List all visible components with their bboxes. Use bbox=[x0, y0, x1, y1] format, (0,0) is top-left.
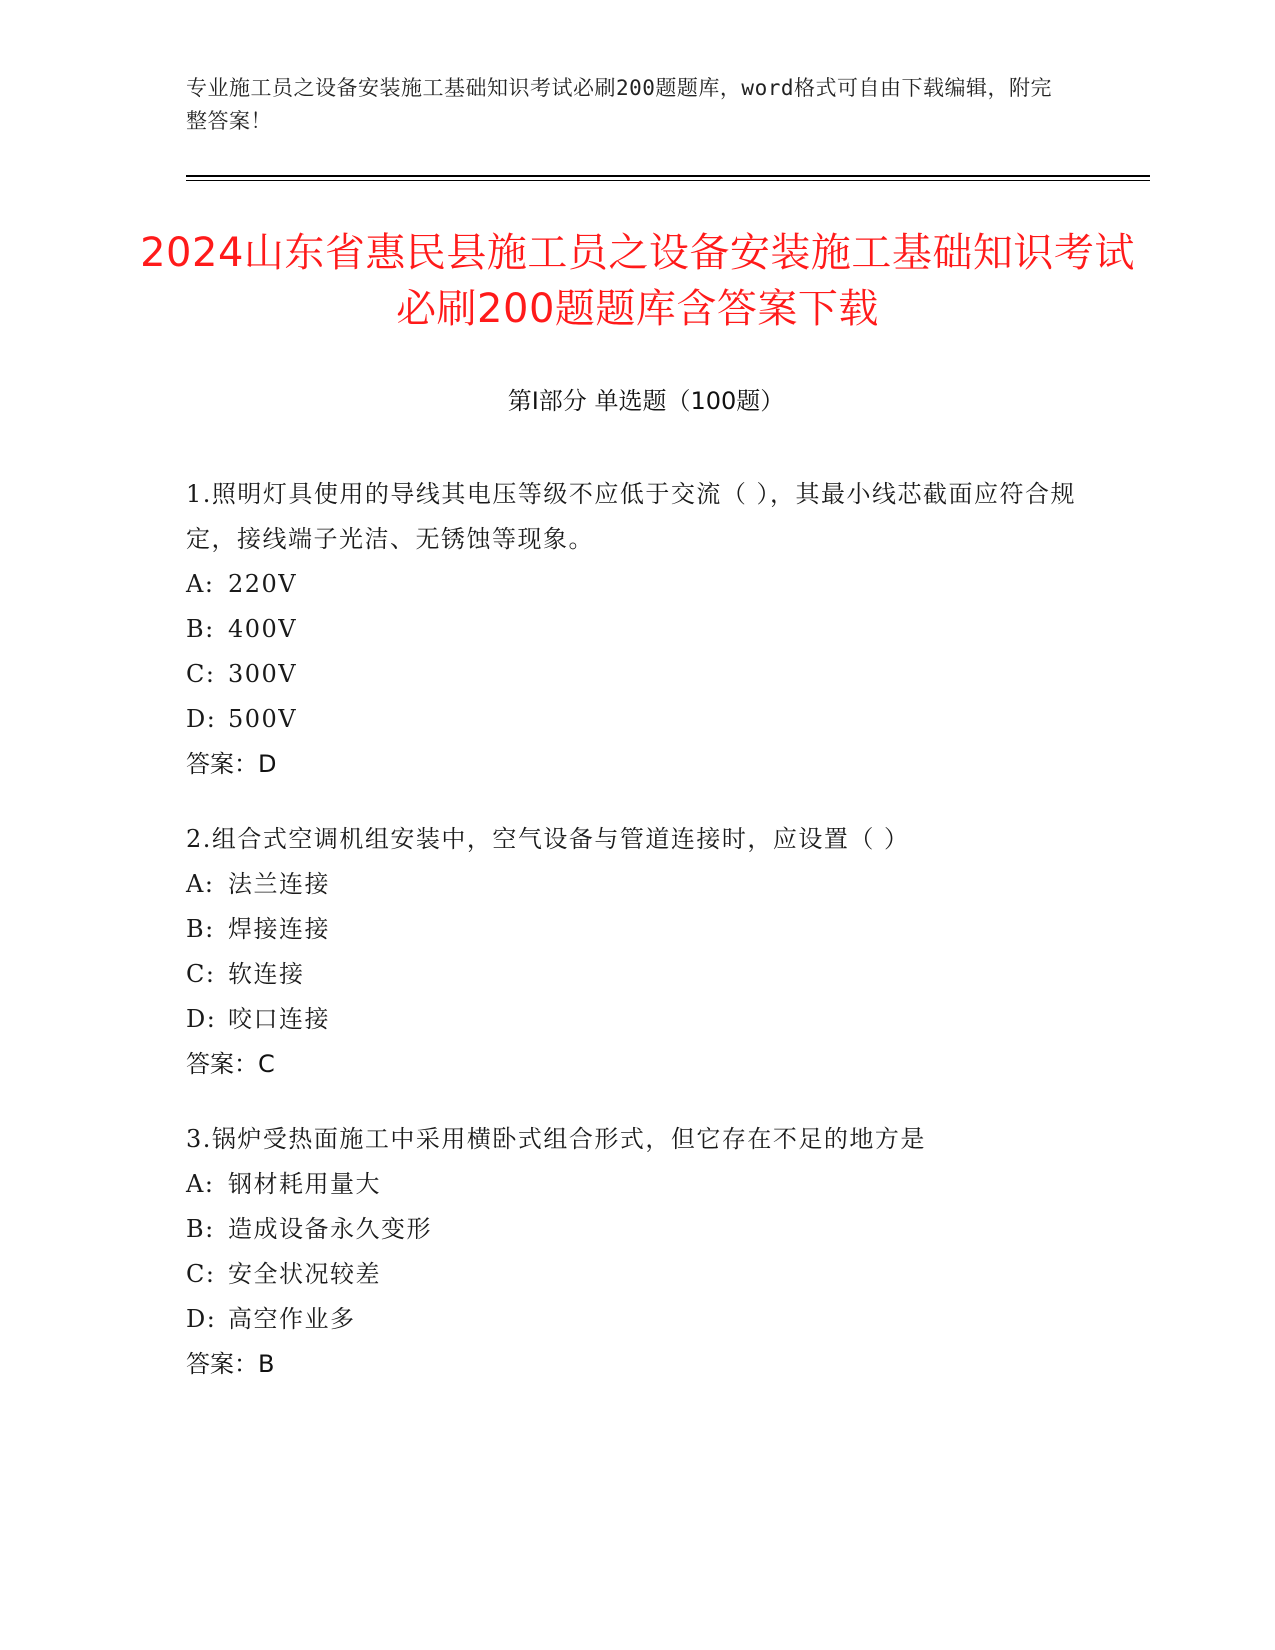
option-c bbox=[186, 652, 1086, 697]
option-text: 400V bbox=[228, 615, 298, 643]
answer-value: D bbox=[258, 750, 277, 778]
answer-label: 答案： bbox=[186, 1050, 258, 1078]
option-key: A: bbox=[186, 870, 215, 898]
option-b bbox=[186, 907, 1086, 952]
answer-label: 答案： bbox=[186, 1350, 258, 1378]
answer-label: 答案： bbox=[186, 750, 258, 778]
option-b bbox=[186, 607, 1086, 652]
option-key: B: bbox=[186, 915, 215, 943]
option-d bbox=[186, 1297, 1086, 1342]
option-text: 钢材耗用量大 bbox=[228, 1170, 381, 1198]
question-stem: 1.照明灯具使用的导线其电压等级不应低于交流（ ），其最小线芯截面应符合规定，接线端子光洁、无锈蚀等现象。 bbox=[186, 480, 1077, 553]
answer-line bbox=[186, 742, 1086, 787]
question-stem: 3.锅炉受热面施工中采用横卧式组合形式，但它存在不足的地方是 bbox=[186, 1125, 926, 1153]
option-key: C: bbox=[186, 960, 216, 988]
option-key: D: bbox=[186, 1305, 217, 1333]
option-key: A: bbox=[186, 570, 215, 598]
option-key: C: bbox=[186, 1260, 216, 1288]
answer-value: C bbox=[258, 1050, 275, 1078]
header-divider-thin bbox=[186, 180, 1150, 181]
option-a bbox=[186, 862, 1086, 907]
option-key: C: bbox=[186, 660, 216, 688]
option-text: 咬口连接 bbox=[228, 1005, 330, 1033]
option-key: B: bbox=[186, 615, 215, 643]
answer-line bbox=[186, 1342, 1086, 1387]
option-text: 造成设备永久变形 bbox=[228, 1215, 432, 1243]
option-key: B: bbox=[186, 1215, 215, 1243]
option-text: 焊接连接 bbox=[228, 915, 330, 943]
option-a bbox=[186, 562, 1086, 607]
header-divider-thick bbox=[186, 175, 1150, 177]
option-d bbox=[186, 997, 1086, 1042]
option-text: 软连接 bbox=[228, 960, 305, 988]
option-a bbox=[186, 1162, 1086, 1207]
question-2 bbox=[186, 817, 1086, 1087]
option-text: 220V bbox=[228, 570, 298, 598]
option-text: 300V bbox=[228, 660, 298, 688]
option-c bbox=[186, 1252, 1086, 1297]
option-text: 500V bbox=[228, 705, 298, 733]
option-b bbox=[186, 1207, 1086, 1252]
answer-line bbox=[186, 1042, 1086, 1087]
header-note: 专业施工员之设备安装施工基础知识考试必刷200题题库，word格式可自由下载编辑，附完整答案！ bbox=[186, 76, 1052, 133]
option-key: A: bbox=[186, 1170, 215, 1198]
question-stem: 2.组合式空调机组安装中，空气设备与管道连接时，应设置（ ） bbox=[186, 825, 910, 853]
question-1 bbox=[186, 472, 1086, 787]
option-text: 高空作业多 bbox=[228, 1305, 356, 1333]
option-text: 安全状况较差 bbox=[228, 1260, 381, 1288]
section-title: 第I部分 单选题（100题） bbox=[507, 387, 785, 415]
document-title: 2024山东省惠民县施工员之设备安装施工基础知识考试必刷200题题库含答案下载 bbox=[140, 230, 1135, 332]
option-d bbox=[186, 697, 1086, 742]
option-key: D: bbox=[186, 1005, 217, 1033]
option-c bbox=[186, 952, 1086, 997]
answer-value: B bbox=[258, 1350, 275, 1378]
option-text: 法兰连接 bbox=[228, 870, 330, 898]
option-key: D: bbox=[186, 705, 217, 733]
question-3 bbox=[186, 1117, 1086, 1387]
question-list bbox=[186, 472, 1086, 1417]
